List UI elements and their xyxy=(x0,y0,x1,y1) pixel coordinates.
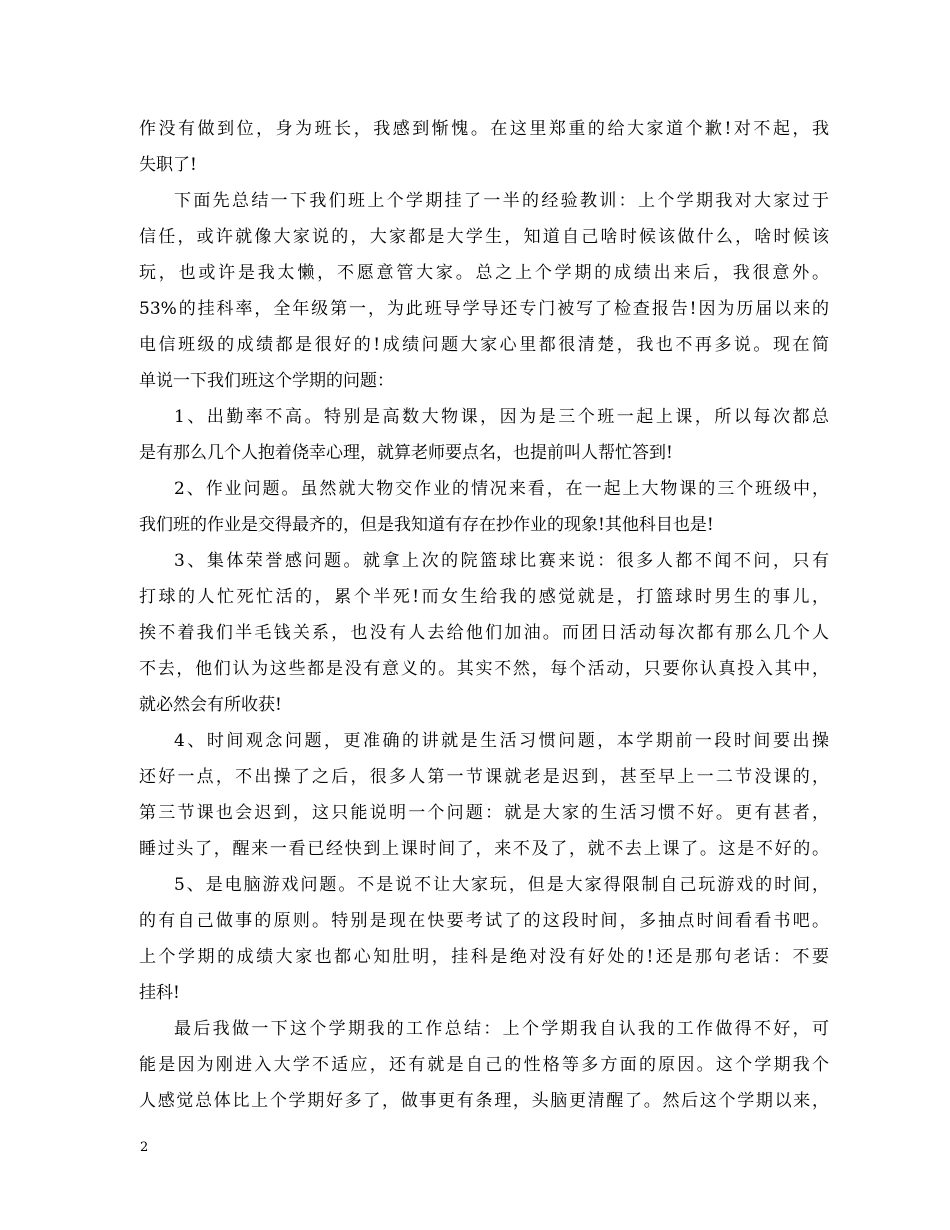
text-line: 上个学期的成绩大家也都心知肚明，挂科是绝对没有好处的!还是那句老话：不要 xyxy=(139,947,829,967)
paragraph-first-line: 4、时间观念问题，更准确的讲就是生活习惯问题，本学期前一段时间要出操 xyxy=(174,731,829,751)
text-line: 玩，也或许是我太懒，不愿意管大家。总之上个学期的成绩出来后，我很意外。 xyxy=(139,263,829,283)
text-line: 单说一下我们班这个学期的问题： xyxy=(139,371,394,391)
paragraph-first-line: 3、集体荣誉感问题。就拿上次的院篮球比赛来说：很多人都不闻不问，只有 xyxy=(174,551,829,571)
page-number: 2 xyxy=(140,1140,149,1155)
paragraph-first-line: 2、作业问题。虽然就大物交作业的情况来看，在一起上大物课的三个班级中， xyxy=(174,479,829,499)
text-line: 人感觉总体比上个学期好多了，做事更有条理，头脑更清醒了。然后这个学期以来， xyxy=(139,1091,829,1111)
text-line: 打球的人忙死忙活的，累个半死!而女生给我的感觉就是，打篮球时男生的事儿， xyxy=(139,587,829,607)
text-line: 我们班的作业是交得最齐的，但是我知道有存在抄作业的现象!其他科目也是! xyxy=(139,515,714,535)
paragraph-first-line: 5、是电脑游戏问题。不是说不让大家玩，但是大家得限制自己玩游戏的时间， xyxy=(174,875,829,895)
text-line: 睡过头了，醒来一看已经快到上课时间了，来不及了，就不去上课了。这是不好的。 xyxy=(139,839,829,859)
text-line: 电信班级的成绩都是很好的!成绩问题大家心里都很清楚，我也不再多说。现在简 xyxy=(139,335,829,355)
paragraph-first-line: 下面先总结一下我们班上个学期挂了一半的经验教训：上个学期我对大家过于 xyxy=(174,191,829,211)
paragraph-first-line: 1、出勤率不高。特别是高数大物课，因为是三个班一起上课，所以每次都总 xyxy=(174,407,829,427)
text-line: 53%的挂科率，全年级第一，为此班导学导还专门被写了检查报告!因为历届以来的 xyxy=(139,299,829,319)
text-line: 就必然会有所收获! xyxy=(139,695,282,715)
text-line: 作没有做到位，身为班长，我感到惭愧。在这里郑重的给大家道个歉!对不起，我 xyxy=(139,119,829,139)
paragraph-first-line: 最后我做一下这个学期我的工作总结：上个学期我自认我的工作做得不好，可 xyxy=(174,1019,829,1039)
text-line: 信任，或许就像大家说的，大家都是大学生，知道自己啥时候该做什么，啥时候该 xyxy=(139,227,829,247)
text-line: 失职了! xyxy=(139,155,197,175)
text-line: 是有那么几个人抱着侥幸心理，就算老师要点名，也提前叫人帮忙答到! xyxy=(139,443,673,463)
text-line: 能是因为刚进入大学不适应，还有就是自己的性格等多方面的原因。这个学期我个 xyxy=(139,1055,829,1075)
text-line: 第三节课也会迟到，这只能说明一个问题：就是大家的生活习惯不好。更有甚者， xyxy=(139,803,829,823)
text-line: 挂科! xyxy=(139,983,180,1003)
text-line: 挨不着我们半毛钱关系，也没有人去给他们加油。而团日活动每次都有那么几个人 xyxy=(139,623,829,643)
text-line: 不去，他们认为这些都是没有意义的。其实不然，每个活动，只要你认真投入其中， xyxy=(139,659,829,679)
text-line: 还好一点，不出操了之后，很多人第一节课就老是迟到，甚至早上一二节没课的， xyxy=(139,767,829,787)
text-line: 的有自己做事的原则。特别是现在快要考试了的这段时间，多抽点时间看看书吧。 xyxy=(139,911,829,931)
